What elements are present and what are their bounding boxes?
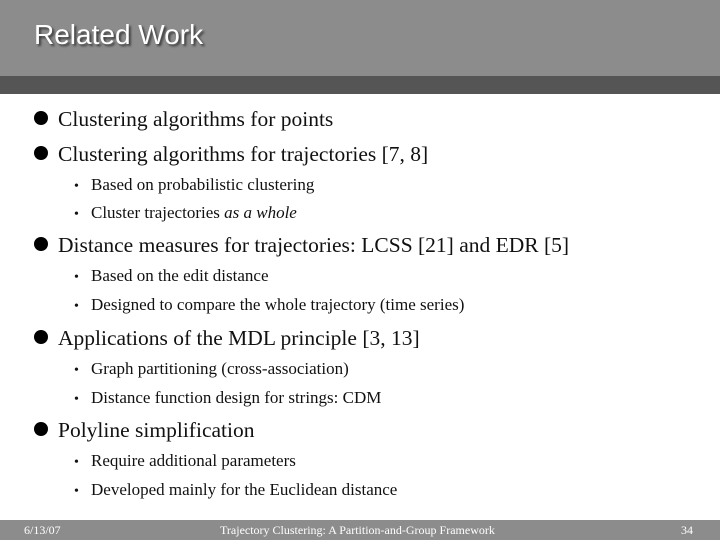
slide-footer [0,520,720,540]
sub-bullet-text: Require additional parameters [91,451,296,470]
sub-bullet-dot-icon: • [74,392,79,407]
bullet-item [34,418,254,442]
slide-title: Related Work [34,19,204,50]
sub-bullet-dot-icon: • [74,270,79,285]
sub-bullet-item [74,451,296,473]
bullet-item [34,142,428,166]
sub-bullet-item [74,295,464,317]
sub-bullet-dot-icon: • [74,179,79,194]
sub-bullet-item [74,388,381,410]
sub-bullet-text: Based on the edit distance [91,266,269,285]
bullet-text: Polyline simplification [58,418,255,442]
sub-bullet-item [74,359,349,381]
bullet-text: Applications of the MDL principle [3, 13] [58,326,420,350]
bullet-dot-icon [34,330,48,344]
sub-bullet-item [74,480,397,502]
sub-bullet-item [74,203,297,225]
sub-bullet-dot-icon: • [74,207,79,222]
sub-bullet-text: Designed to compare the whole trajectory (time series) [91,295,465,314]
bullet-dot-icon [34,146,48,160]
footer-title: Trajectory Clustering: A Partition-and-Group Framework [220,523,495,537]
bullet-dot-icon [34,422,48,436]
sub-bullet-text: Distance function design for strings: CDM [91,388,382,407]
bullet-item [34,107,333,131]
sub-bullet-dot-icon: • [74,363,79,378]
sub-bullet-dot-icon: • [74,484,79,499]
bullet-dot-icon [34,111,48,125]
sub-bullet-dot-icon: • [74,299,79,314]
sub-bullet-item [74,266,269,288]
sub-bullet-emphasis: as a whole [224,203,297,222]
sub-bullet-text: Cluster trajectories [91,203,225,222]
footer-date: 6/13/07 [24,523,61,537]
bullet-dot-icon [34,237,48,251]
sub-bullet-item [74,175,314,197]
sub-bullet-dot-icon: • [74,455,79,470]
bullet-text: Distance measures for trajectories: LCSS [21] and EDR [5] [58,233,570,257]
bullet-item [34,326,420,350]
bullet-text: Clustering algorithms for trajectories [7, 8] [58,142,429,166]
bullet-text: Clustering algorithms for points [58,107,334,131]
bullet-item [34,233,569,257]
sub-bullet-text: Developed mainly for the Euclidean distance [91,480,398,499]
page-number: 34 [681,523,693,537]
sub-bullet-text: Graph partitioning (cross-association) [91,359,349,378]
sub-bullet-text: Based on probabilistic clustering [91,175,315,194]
